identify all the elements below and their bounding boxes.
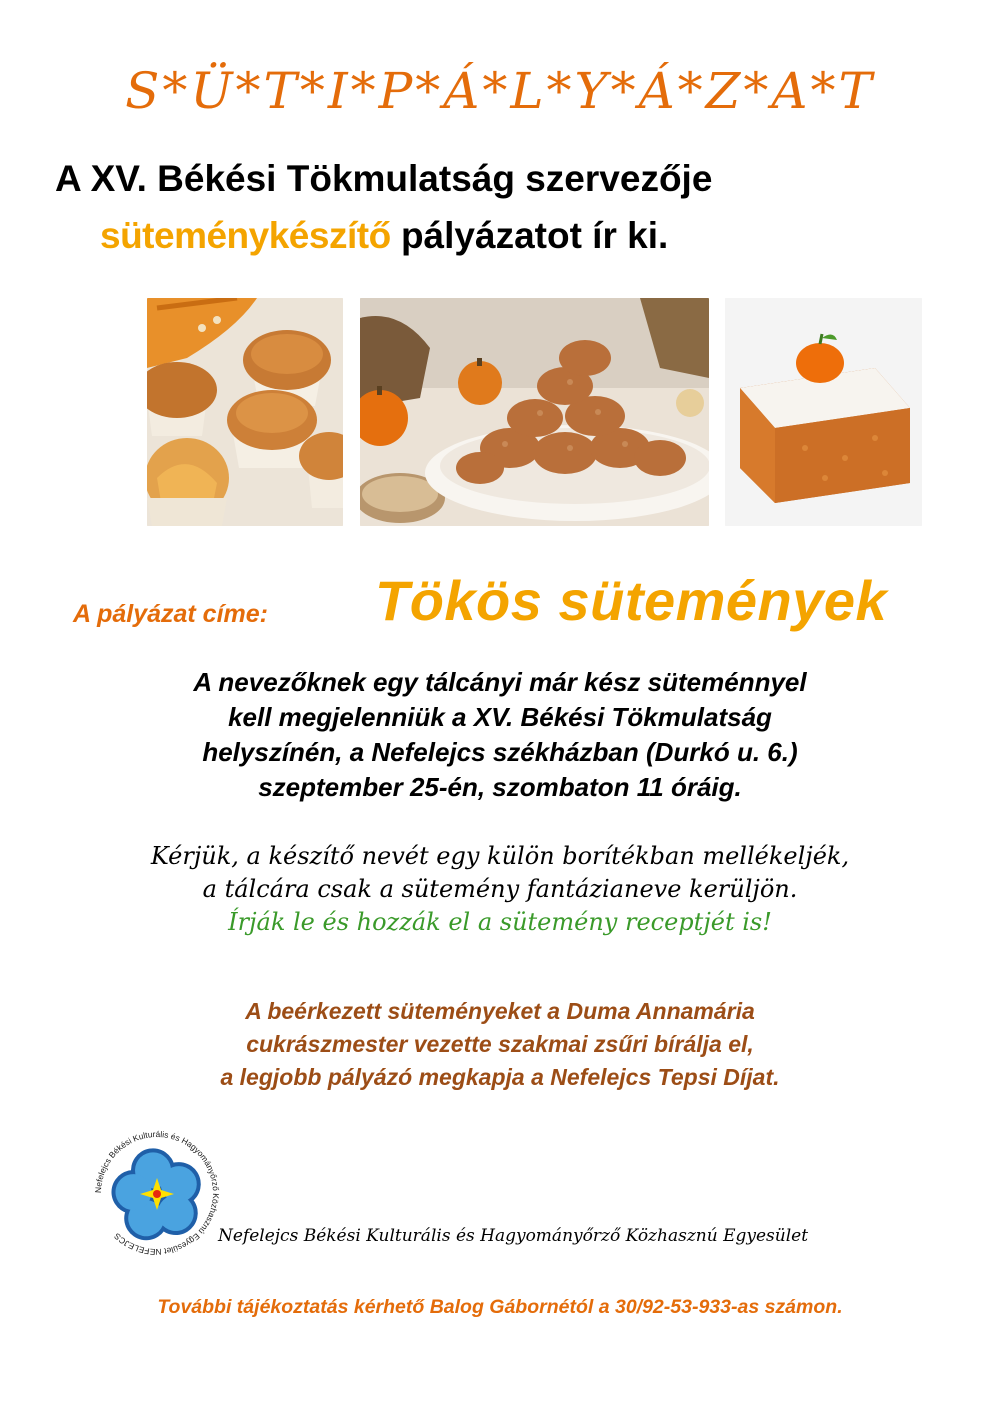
note-recipe-line: Írják le és hozzák el a sütemény receptjét is! <box>228 908 772 936</box>
note-line-1: Kérjük, a készítő nevét egy külön borítékban mellékeljék, <box>150 842 850 870</box>
pumpkin-cookies-photo <box>360 298 709 526</box>
rules-paragraph <box>0 665 1000 805</box>
contest-title: Tökös sütemények <box>375 569 888 632</box>
jury-line: A beérkezett süteményeket a Duma Annamária <box>245 998 755 1024</box>
jury-paragraph <box>0 995 1000 1094</box>
note-paragraph <box>0 840 1000 939</box>
organization-name: Nefelejcs Békési Kulturális és Hagyományőrző Közhasznú Egyesület <box>218 1226 809 1246</box>
rules-line: szeptember 25-én, szombaton 11 óráig. <box>258 772 742 802</box>
poster-title: S*Ü*T*I*P*Á*L*Y*Á*Z*A*T <box>125 62 875 120</box>
logo-ring-text: Nefelejcs Békési Kulturális és Hagyományőrző Közhasznú Egyesület NEFELEJCS <box>92 1128 222 1258</box>
pumpkin-cake-slice-photo <box>725 298 922 526</box>
contact-info: További tájékoztatás kérhető Balog Gábornétól a 30/92-53-933-as számon. <box>157 1296 843 1318</box>
intro-line-2-rest: pályázatot ír ki. <box>390 215 669 256</box>
rules-line: kell megjelenniük a XV. Békési Tökmulatság <box>228 702 772 732</box>
jury-line: a legjobb pályázó megkapja a Nefelejcs Tepsi Díjat. <box>220 1064 780 1090</box>
intro-highlight: süteménykészítő <box>100 215 391 256</box>
intro-line-2 <box>100 215 920 257</box>
pumpkin-muffins-photo <box>147 298 343 526</box>
note-line-2: a tálcára csak a sütemény fantázianeve kerüljön. <box>202 875 798 903</box>
rules-line: helyszínén, a Nefelejcs székházban (Durkó u. 6.) <box>202 737 798 767</box>
contest-label: A pályázat címe: <box>73 600 268 628</box>
nefelejcs-logo <box>92 1128 222 1258</box>
jury-line: cukrászmester vezette szakmai zsűri bírálja el, <box>246 1031 754 1057</box>
rules-line: A nevezőknek egy tálcányi már kész süteménnyel <box>193 667 807 697</box>
intro-line-1: A XV. Békési Tökmulatság szervezője <box>55 158 713 199</box>
